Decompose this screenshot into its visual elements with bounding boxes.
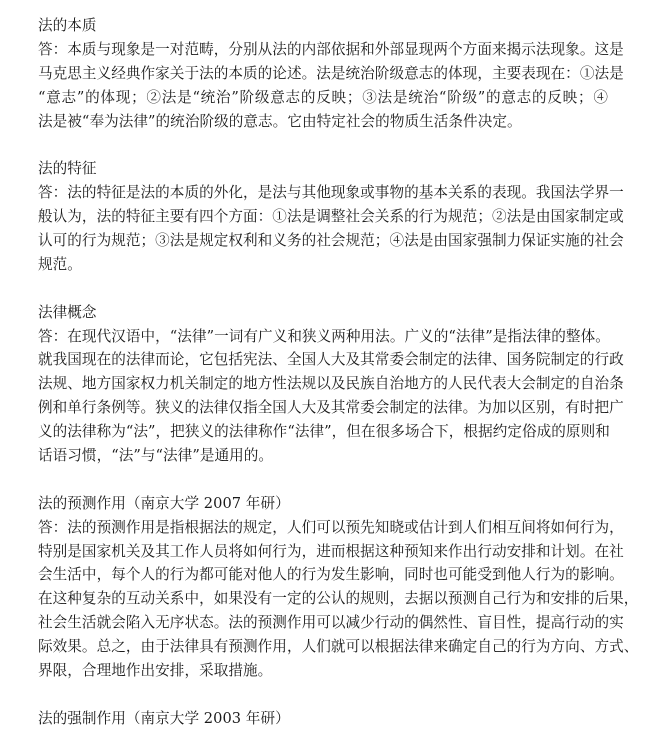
paragraph-line: 般认为，法的特征主要有四个方面：①法是调整社会关系的行为规范；②法是由国家制定或: [38, 208, 624, 226]
paragraph-line: “意志”的体现；②法是“统治”阶级意志的反映；③法是统治“阶级”的意志的反映；④: [38, 88, 608, 106]
section-coercive-function: [38, 707, 608, 731]
paragraph-line: 答：法的预测作用是指根据法的规定，人们可以预先知晓或估计到人们相互间将如何行为，: [38, 518, 624, 536]
paragraph-line: 认可的行为规范；③法是规定权利和义务的社会规范；④法是由国家强制力保证实施的社会: [38, 232, 624, 250]
section-spacer: [38, 683, 608, 707]
section-spacer: [38, 277, 608, 301]
section-predictive-function: [38, 492, 639, 683]
paragraph-line: 特别是国家机关及其工作人员将如何行为，进而根据这种预知来作出行动安排和计划。在社: [38, 542, 624, 560]
section-features-of-law: [38, 157, 624, 276]
paragraph-line: 会生活中，每个人的行为都可能对他人的行为发生影响，同时也可能受到他人行为的影响。: [38, 566, 624, 584]
document-page: [38, 14, 639, 731]
paragraph-line: 际效果。总之，由于法律具有预测作用，人们就可以根据法律来确定自己的行为方向、方式、: [38, 638, 639, 656]
paragraph-line: 规范。: [38, 255, 82, 273]
section-title: 法的强制作用（南京大学 2003 年研）: [38, 709, 290, 727]
paragraph-line: 答：本质与现象是一对范畴，分别从法的内部依据和外部显现两个方面来揭示法现象。这是: [38, 40, 624, 58]
paragraph-line: 话语习惯，“法”与“法律”是通用的。: [38, 447, 274, 465]
paragraph-line: 马克思主义经典作家关于法的本质的论述。法是统治阶级意志的体现，主要表现在：①法是: [38, 64, 624, 82]
paragraph-line: 就我国现在的法律而论，它包括宪法、全国人大及其常委会制定的法律、国务院制定的行政: [38, 351, 624, 369]
paragraph-line: 法规、地方国家权力机关制定的地方性法规以及民族自治地方的人民代表大会制定的自治条: [38, 375, 624, 393]
section-legal-concept: [38, 301, 624, 468]
paragraph-line: 界限，合理地作出安排，采取措施。: [38, 662, 273, 680]
section-spacer: [38, 468, 608, 492]
section-title: 法的特征: [38, 160, 97, 178]
paragraph-line: 在这种复杂的互动关系中，如果没有一定的公认的规则，去据以预测自己行为和安排的后果，: [38, 590, 639, 608]
paragraph-line: 例和单行条例等。狭义的法律仅指全国人大及其常委会制定的法律。为加以区别，有时把广: [38, 399, 624, 417]
section-title: 法律概念: [38, 303, 97, 321]
section-title: 法的本质: [38, 17, 97, 34]
paragraph-line: 义的法律称为“法”，把狭义的法律称作“法律”，但在很多场合下，根据约定俗成的原则和: [38, 423, 610, 441]
section-title: 法的预测作用（南京大学 2007 年研）: [38, 494, 290, 512]
paragraph-line: 答：在现代汉语中，“法律”一词有广义和狭义两种用法。广义的“法律”是指法律的整体。: [38, 327, 610, 345]
section-spacer: [38, 133, 608, 157]
paragraph-line: 社会生活就会陷入无序状态。法的预测作用可以减少行动的偶然性、盲目性，提高行动的实: [38, 614, 624, 632]
section-essence-of-law: [38, 14, 624, 133]
paragraph-line: 答：法的特征是法的本质的外化，是法与其他现象或事物的基本关系的表现。我国法学界一: [38, 184, 624, 202]
paragraph-line: 法是被“奉为法律”的统治阶级的意志。它由特定社会的物质生活条件决定。: [38, 112, 522, 130]
